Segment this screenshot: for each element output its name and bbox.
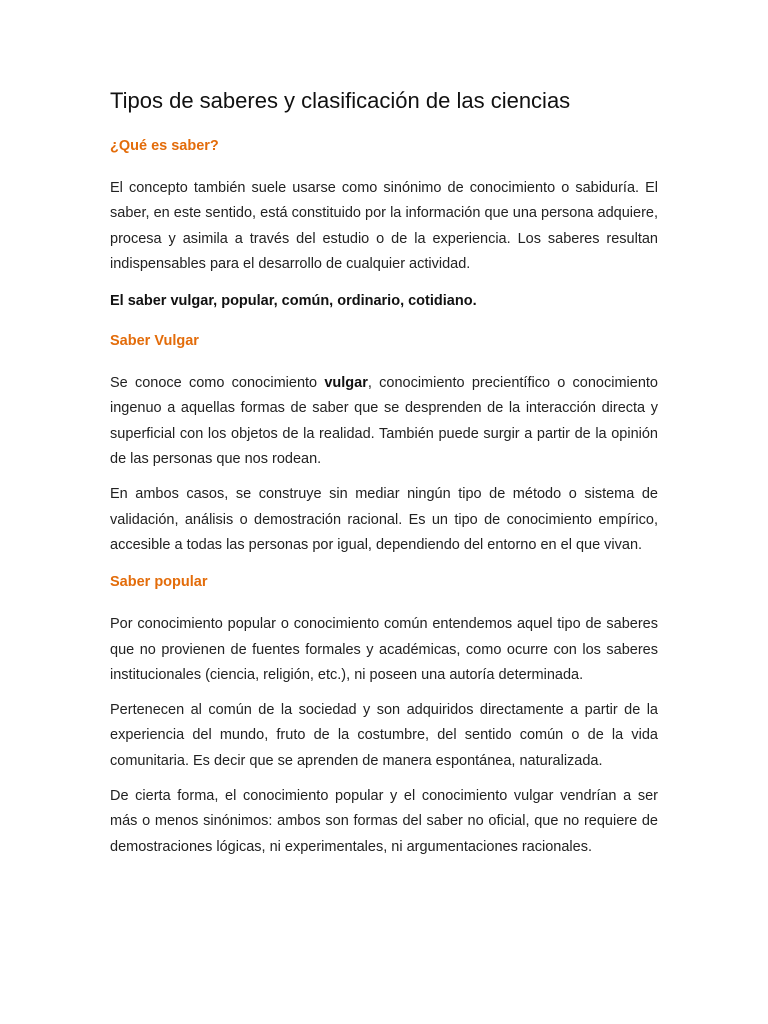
heading-saber-vulgar: Saber Vulgar	[110, 333, 199, 350]
paragraph-popular-2: Pertenecen al común de la sociedad y son adquiridos directamente a partir de la experiencia del mundo, fruto de la costumbre, del sentido común o de la vida comunitaria. Es decir que se aprenden de manera espontánea, naturalizada.	[110, 702, 658, 769]
paragraph-que-es-saber: El concepto también suele usarse como sinónimo de conocimiento o sabiduría. El saber, en este sentido, está constituido por la información que una persona adquiere, procesa y asimila a través del estudio o de la experiencia. Los saberes resultan indispensables para el desarrollo de cualquier actividad.	[110, 180, 658, 272]
vulgar-p1-before: Se conoce como conocimiento	[110, 375, 325, 392]
paragraph-vulgar-2: En ambos casos, se construye sin mediar ningún tipo de método o sistema de validación, análisis o demostración racional. Es un tipo de conocimiento empírico, accesible a todas las personas por igual, dependiendo del entorno en el que vivan.	[110, 486, 658, 553]
paragraph-vulgar-1	[110, 371, 658, 472]
paragraph-popular-3: De cierta forma, el conocimiento popular y el conocimiento vulgar vendrían a ser más o menos sinónimos: ambos son formas del saber no oficial, que no requiere de demostraciones lógicas, ni experimentales, ni argumentaciones racionales.	[110, 788, 658, 855]
heading-saber-popular: Saber popular	[110, 574, 208, 591]
document-title: Tipos de saberes y clasificación de las ciencias	[110, 88, 571, 113]
paragraph-popular-1: Por conocimiento popular o conocimiento común entendemos aquel tipo de saberes que no provienen de fuentes formales y académicas, como ocurre con los saberes institucionales (ciencia, religión, etc.), ni poseen una autoría determinada.	[110, 616, 658, 683]
heading-que-es-saber: ¿Qué es saber?	[110, 138, 219, 154]
vulgar-keyword: vulgar	[324, 375, 368, 392]
document-page	[110, 86, 658, 870]
vulgar-p1-after: , conocimiento precientífico o conocimiento ingenuo a aquellas formas de saber que se desprenden de la interacción directa y superficial con los objetos de la realidad. También puede surgir a partir de la opinión de las personas que nos rodean.	[110, 375, 658, 468]
subtitle-saber-vulgar-popular: El saber vulgar, popular, común, ordinario, cotidiano.	[110, 293, 477, 310]
